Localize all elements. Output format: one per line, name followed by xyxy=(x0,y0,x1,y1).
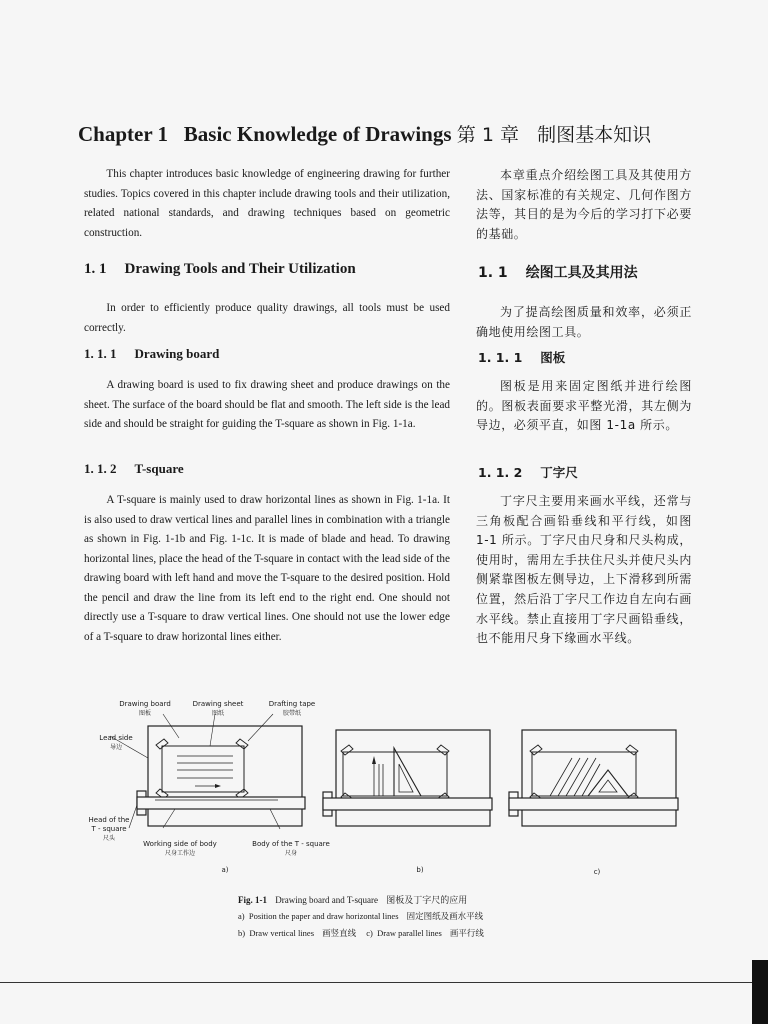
section-1-1-2-para-cn: 丁字尺主要用来画水平线，还常与三角板配合画铅垂线和平行线，如图 1-1 所示。丁字尺由尺身和尺头构成，使用时，需用左手扶住尺头并使尺头内侧紧靠图板左侧导边，上下滑移到所需位置，然后沿丁字尺工作边自左向右画水平线。禁止直接用丁字尺画铅垂线，也不能用尺身下缘画水平线。 xyxy=(476,494,692,646)
label-drafting-tape-cn: 胶带纸 xyxy=(282,710,302,717)
caption-line-a-en: a) Position the paper and draw horizontal lines xyxy=(238,911,399,921)
section-1-1-title-cn: 绘图工具及其用法 xyxy=(525,265,638,281)
caption-line-b-en: b) Draw vertical lines xyxy=(238,928,314,938)
section-1-1-heading-en xyxy=(84,261,356,278)
section-1-1-2-para-en: A T-square is mainly used to draw horizontal lines as shown in Fig. 1-1a. It is also used to draw vertical lines and parallel lines in combination with a triangle as shown in Fig. 1-1b and Fig. 1-1c. It is made of blade and head. To drawing horizontal lines, place the head of the T-square in contact with the lead side of the drawing board with left hand and move the T-square to the desired position. Hold the pencil and draw the line from its left end to the right end. One should not directly use a T-square to draw vertical lines. One should not use the lower edge of a T-square to draw horizontal lines either. xyxy=(84,494,450,643)
label-head-cn: 尺头 xyxy=(102,835,116,842)
section-1-1-2-heading-en xyxy=(84,461,184,477)
label-working-side-en: Working side of body xyxy=(143,840,217,848)
label-head-en-2: T - square xyxy=(91,825,127,833)
page-bottom-rule xyxy=(0,982,768,983)
caption-line-a xyxy=(238,910,483,922)
label-lead-side-en: Lead side xyxy=(99,734,133,742)
caption-en: Drawing board and T-square xyxy=(275,895,378,905)
intro-cn: 本章重点介绍绘图工具及其使用方法、国家标准的有关规定、几何作图方法等，其目的是为今后的学习打下必要的基础。 xyxy=(476,168,692,241)
intro-en: This chapter introduces basic knowledge of engineering drawing for further studies. Topics covered in this chapter include drawing tools and their utilization, related national standards, and drawing techniques based on geometric construction. xyxy=(84,168,450,239)
label-body-en: Body of the T - square xyxy=(252,840,330,848)
label-drawing-board-en: Drawing board xyxy=(119,700,171,708)
section-1-1-heading-cn xyxy=(478,262,638,282)
chapter-title-en: Chapter 1 Basic Knowledge of Drawings xyxy=(78,122,452,146)
section-1-1-1-heading-cn xyxy=(478,348,565,366)
figure-1-1 xyxy=(80,692,700,878)
section-1-1-2-heading-cn xyxy=(478,463,578,481)
scan-edge-mark xyxy=(752,960,768,1024)
caption-line-b-cn: 画竖直线 xyxy=(322,929,357,939)
section-1-1-2-number-cn: 1. 1. 2 xyxy=(478,465,523,480)
section-1-1-1-number: 1. 1. 1 xyxy=(84,346,117,361)
label-body-cn: 尺身 xyxy=(284,850,298,857)
caption-number: Fig. 1-1 xyxy=(238,895,267,905)
section-1-1-2-title-en: T-square xyxy=(134,461,184,476)
figure-caption xyxy=(238,893,467,906)
section-1-1-title-en: Drawing Tools and Their Utilization xyxy=(124,261,356,277)
caption-line-c-cn: 画平行线 xyxy=(449,929,484,939)
section-1-1-1-heading-en xyxy=(84,346,219,362)
label-drawing-sheet-en: Drawing sheet xyxy=(192,700,244,708)
section-1-1-2-title-cn: 丁字尺 xyxy=(540,465,578,480)
caption-cn: 图板及丁字尺的应用 xyxy=(386,896,468,906)
section-1-1-2-number: 1. 1. 2 xyxy=(84,461,117,476)
section-1-1-1-title-cn: 图板 xyxy=(540,350,566,365)
subfigure-label-c: c) xyxy=(593,868,601,876)
subfigure-label-b: b) xyxy=(416,866,424,874)
caption-line-bc xyxy=(238,927,484,939)
chapter-title-cn: 第 1 章 制图基本知识 xyxy=(456,124,652,146)
chapter-title xyxy=(78,120,651,147)
caption-line-c-en: c) Draw parallel lines xyxy=(366,928,442,938)
figure-c-board xyxy=(509,730,678,826)
section-1-1-number-cn: 1. 1 xyxy=(478,265,508,281)
section-1-1-1-title-en: Drawing board xyxy=(134,346,220,361)
label-working-side-cn: 尺身工作边 xyxy=(164,850,196,857)
figure-a-board xyxy=(110,714,305,829)
section-1-1-para-cn: 为了提高绘图质量和效率，必须正确地使用绘图工具。 xyxy=(476,305,692,339)
section-1-1-para-en: In order to efficiently produce quality drawings, all tools must be used correctly. xyxy=(84,302,450,334)
section-1-1-number: 1. 1 xyxy=(84,261,107,277)
label-drafting-tape-en: Drafting tape xyxy=(268,700,316,708)
section-1-1-1-para-en: A drawing board is used to fix drawing sheet and produce drawings on the sheet. The surface of the board should be flat and smooth. The left side is the lead side and should be straight for guiding the T-square as shown in Fig. 1-1a. xyxy=(84,379,450,430)
figure-b-board xyxy=(323,730,492,826)
label-drawing-board-cn: 图板 xyxy=(138,710,152,717)
section-1-1-1-para-cn: 图板是用来固定图纸并进行绘图的。图板表面要求平整光滑，其左侧为导边，必须平直，如图 1-1a 所示。 xyxy=(476,379,692,433)
subfigure-label-a: a) xyxy=(221,866,229,874)
section-1-1-1-number-cn: 1. 1. 1 xyxy=(478,350,523,365)
label-head-en-1: Head of the xyxy=(88,816,130,824)
label-lead-side-cn: 导边 xyxy=(109,744,123,751)
label-drawing-sheet-cn: 图纸 xyxy=(211,710,225,717)
caption-line-a-cn: 固定图纸及画水平线 xyxy=(406,912,484,922)
